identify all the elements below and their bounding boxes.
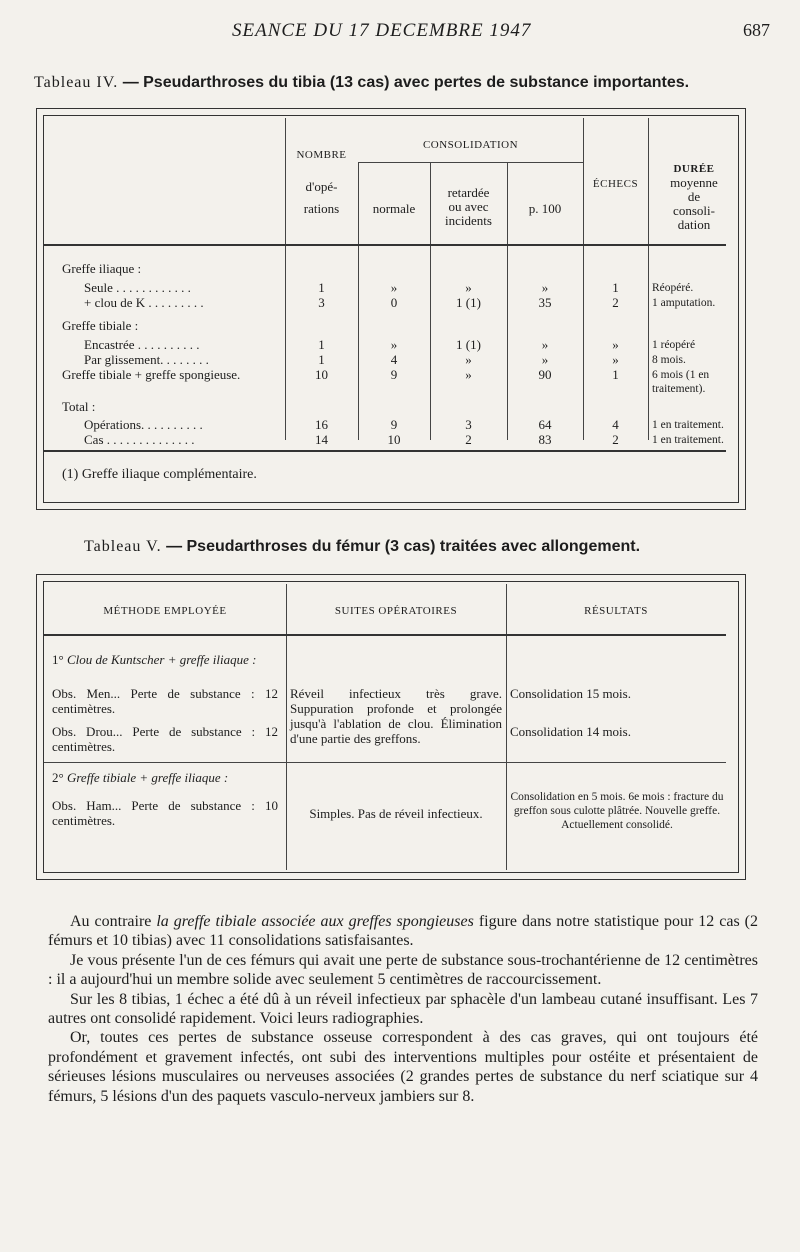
table4-cell-retardee: 3 (465, 417, 472, 432)
table4-cell-normale: » (390, 337, 398, 352)
th-suites: SUITES OPÉRATOIRES (334, 605, 458, 617)
table5-group-rule (44, 762, 726, 763)
p1-a: Au contraire (70, 913, 157, 930)
table4-cell-duree: traitement). (652, 383, 706, 395)
table4-cell-normale: 9 (390, 417, 398, 432)
page-number: 687 (743, 20, 770, 40)
running-header (0, 20, 800, 50)
table4-row-label: Greffe tibiale + greffe spongieuse. (62, 367, 241, 382)
th-operations: d'opé- (305, 179, 338, 194)
paragraph-4: Or, toutes ces pertes de substance osseuse correspondent à des cas graves, qui ont toujours été profondément et gravement infectés, ont subi des interventions multiples pour ostéite et présentaient de sérieuses lésions musculaires ou nerveuses associées (2 grandes pertes de substance du nerf sciatique sur 4 fémurs, 5 lésions d'un des paquets vasculo-nerveux jambiers sur 8. (48, 1029, 758, 1105)
th-operations-2: rations (303, 201, 340, 216)
table5-caption-text: — Pseudarthroses du fémur (3 cas) traitées avec allongement. (166, 538, 641, 555)
th-duree-5: dation (677, 217, 711, 232)
group2-num: 2° (52, 770, 64, 785)
table4-cell-normale: » (390, 280, 398, 295)
paragraph-3: Sur les 8 tibias, 1 échec a été dû à un réveil infectieux par sphacèle d'un lambeau cutané insuffisant. Les 7 autres ont consolidé rapidement. Voici leurs radiographies. (48, 990, 758, 1028)
group1-title-text: Clou de Kuntscher + greffe iliaque : (66, 652, 257, 667)
group2-obs1: Obs. Ham... Perte de substance : 10 centimètres. (52, 798, 278, 828)
th-resultats: RÉSULTATS (584, 605, 648, 617)
table4-cell-normale: 0 (390, 295, 398, 310)
table4-cell-normale: 4 (390, 352, 398, 367)
table4-cell-duree: 1 réopéré (652, 339, 696, 351)
table4-cell-echecs: » (612, 337, 619, 352)
th-ou-avec: ou avec (448, 199, 489, 214)
table4-cell-retardee: » (465, 352, 472, 367)
table4-row-label: Opérations. . . . . . . . . . (84, 417, 203, 432)
group2-suites: Simples. Pas de réveil infectieux. (309, 806, 483, 821)
table4-cell-duree: 1 en traitement. (652, 434, 724, 446)
th-duree-4: consoli- (673, 203, 715, 218)
table4-cell-p100: » (541, 352, 549, 367)
table4-cell-duree: Réopéré. (652, 282, 694, 294)
th-duree-3: de (687, 189, 701, 204)
table5-header-rule (44, 634, 726, 636)
th-echecs: ÉCHECS (592, 178, 639, 190)
th-methode: MÉTHODE EMPLOYÉE (103, 605, 227, 617)
running-title: SEANCE DU 17 DECEMBRE 1947 (232, 20, 532, 41)
group1-res1: Consolidation 15 mois. (510, 686, 631, 701)
group1-res2: Consolidation 14 mois. (510, 724, 631, 739)
table4-cell-echecs: » (612, 352, 619, 367)
th-duree-2: moyenne (670, 175, 718, 190)
group2-title (52, 770, 284, 785)
group2-res1: Consolidation en 5 mois. 6e mois : fracture du greffon sous culotte plâtrée. Nouvelle greffe. Actuellement consolidé. (510, 791, 724, 831)
table4-cell-echecs: 1 (612, 367, 619, 382)
table4-cell-normale: 10 (387, 432, 401, 447)
table4-cell-retardee: 1 (1) (456, 337, 481, 352)
table4-cell-p100: 90 (538, 367, 552, 382)
table4-cell-retardee: » (465, 367, 472, 382)
p1-b: figure dans notre statistique pour 12 cas (2 fémurs et 10 tibias) avec 11 consolidations satisfaisantes. (48, 913, 759, 950)
table4-cell-retardee: 2 (465, 432, 472, 447)
table4-cell-nombre: 1 (318, 280, 325, 295)
table4-cell-p100: 83 (538, 432, 552, 447)
table4-cell-echecs: 2 (612, 295, 619, 310)
table4-header-rule (44, 244, 726, 246)
table4-cell-p100: 64 (538, 417, 552, 432)
table5-caption-lead: Tableau V. (84, 538, 162, 555)
table4-cell-nombre: 14 (315, 432, 328, 447)
table4-footer-rule (44, 450, 726, 452)
table4-row-label: Encastrée . . . . . . . . . . (84, 337, 200, 352)
table4-cell-nombre: 10 (315, 367, 328, 382)
group2-title-text: Greffe tibiale + greffe iliaque : (66, 770, 229, 785)
table4-caption-lead: Tableau IV. (34, 74, 119, 91)
table4-row-label: Par glissement. . . . . . . . (84, 352, 209, 367)
group1-title (52, 652, 280, 667)
table4-cell-p100: » (541, 337, 549, 352)
table5-caption (84, 538, 640, 556)
table4-cell-retardee: » (465, 280, 472, 295)
table4-cell-duree: 6 mois (1 en (652, 369, 710, 381)
body-text (48, 912, 758, 1106)
table4-cell-nombre: 1 (318, 337, 325, 352)
table4-row-label: Total : (62, 399, 96, 414)
group1-obs1: Obs. Men... Perte de substance : 12 centimètres. (52, 686, 278, 716)
table4-cell-p100: » (541, 280, 549, 295)
table4-caption-text: — Pseudarthroses du tibia (13 cas) avec pertes de substance importantes. (122, 74, 690, 91)
table4-cell-duree: 8 mois. (652, 354, 686, 366)
th-nombre: NOMBRE (296, 149, 347, 161)
p1-em: la greffe tibiale associée aux greffes spongieuses (156, 913, 474, 930)
group1-num: 1° (52, 652, 64, 667)
table5-col-line (286, 584, 287, 870)
table4-cell-echecs: 4 (612, 417, 619, 432)
table4-footnote: (1) Greffe iliaque complémentaire. (62, 467, 257, 482)
th-p100: p. 100 (528, 201, 562, 216)
table4-caption (34, 74, 689, 92)
table4-col-line (285, 118, 286, 440)
table4-cell-retardee: 1 (1) (456, 295, 481, 310)
table4-row-label: Seule . . . . . . . . . . . . (84, 280, 191, 295)
table4-row-label: + clou de K . . . . . . . . . (84, 295, 204, 310)
table4-group-line (358, 162, 583, 163)
th-normale: normale (372, 201, 416, 216)
th-consolidation: CONSOLIDATION (422, 139, 519, 151)
th-duree: DURÉE (673, 163, 715, 175)
paragraph-2: Je vous présente l'un de ces fémurs qui avait une perte de substance sous-trochantérienne de 12 centimètres : il a aujourd'hui un membre solide avec seulement 5 centimètres de raccourcissement. (48, 951, 758, 989)
table4-cell-duree: 1 en traitement. (652, 419, 724, 431)
table4-cell-duree: 1 amputation. (652, 297, 716, 309)
table4-row-label: Greffe tibiale : (62, 318, 139, 333)
th-retardee: retardée (447, 185, 490, 200)
table4-col-line (583, 118, 584, 440)
table4-cell-normale: 9 (390, 367, 398, 382)
table4-cell-echecs: 2 (612, 432, 619, 447)
table5-col-line (506, 584, 507, 870)
table4-cell-nombre: 1 (318, 352, 325, 367)
group1-suites: Réveil infectieux très grave. Suppuration profonde et prolongée jusqu'à l'ablation de clou. Élimination d'une partie des greffons. (290, 686, 502, 746)
table4-cell-nombre: 16 (315, 417, 328, 432)
paragraph-1 (48, 912, 758, 951)
table4-row-label: Greffe iliaque : (62, 261, 142, 276)
table4-cell-echecs: 1 (612, 280, 619, 295)
group1-obs2: Obs. Drou... Perte de substance : 12 centimètres. (52, 724, 278, 754)
table4-row-label: Cas . . . . . . . . . . . . . . (84, 432, 195, 447)
table4-cell-p100: 35 (538, 295, 552, 310)
th-incidents: incidents (445, 213, 492, 228)
table4-cell-nombre: 3 (318, 295, 325, 310)
